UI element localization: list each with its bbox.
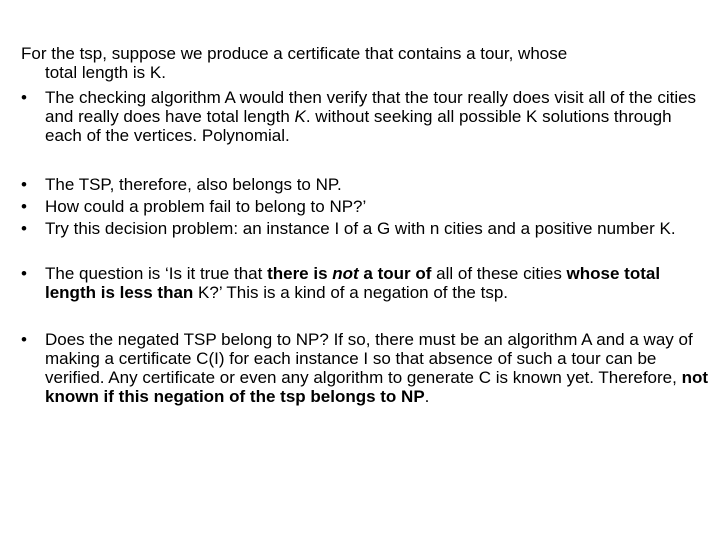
bullet-tsp-in-np — [21, 175, 711, 194]
bullet-text-part: K?’ This is a kind of a negation of the tsp. — [193, 283, 509, 302]
bullet-icon: • — [21, 219, 27, 238]
bullet-fail-np — [21, 197, 711, 216]
bold-text: a tour of — [358, 264, 432, 283]
bullet-text — [45, 330, 711, 406]
bullet-text: How could a problem fail to belong to NP?’ — [45, 197, 367, 216]
bullet-icon: • — [21, 175, 27, 194]
bullet-text-part: . without seeking all possible K solutions through each of the vertices. Polynomial. — [45, 107, 672, 145]
bullet-text: The TSP, therefore, also belongs to NP. — [45, 175, 342, 194]
bold-text: there is — [267, 264, 333, 283]
bullet-negated-tsp — [21, 330, 711, 406]
intro-line-1: For the tsp, suppose we produce a certificate that contains a tour, whose — [21, 44, 568, 63]
bullet-checking-algorithm — [21, 88, 711, 145]
bold-text — [332, 264, 358, 283]
bullet-text-part: The checking algorithm A would then verify that the tour really does visit all of the cities and really does have total length — [45, 88, 697, 126]
bullet-text-part: all of these cities — [431, 264, 567, 283]
bullet-question — [21, 264, 711, 302]
k-variable: K — [294, 107, 306, 126]
bullet-text-part: Does the negated TSP belong to NP? If so, there must be an algorithm A and a way of making a certificate C(I) for each instance I so that absence of such a tour can be verified. Any certificate or even any algorithm to generate C is known yet. Therefore, — [45, 330, 693, 387]
bold-text: whose total length is less than — [45, 264, 661, 302]
bullet-text — [45, 264, 711, 302]
bullet-text-part: The question is ‘Is it true that — [45, 264, 268, 283]
bullet-icon: • — [21, 197, 27, 216]
bold-text: not known if this negation of the tsp belongs to NP — [45, 368, 708, 406]
bullet-icon: • — [21, 330, 27, 349]
bullet-text-part: . — [424, 387, 430, 406]
bullet-text — [45, 88, 711, 145]
bullet-icon: • — [21, 264, 27, 283]
bold-italic-text: not — [332, 264, 359, 283]
bullet-icon: • — [21, 88, 27, 107]
bullet-text: Try this decision problem: an instance I of a G with n cities and a positive number K. — [45, 219, 676, 238]
intro-paragraph — [21, 44, 711, 82]
intro-line-2: total length is K. — [45, 63, 166, 82]
bullet-decision-problem — [21, 219, 711, 238]
